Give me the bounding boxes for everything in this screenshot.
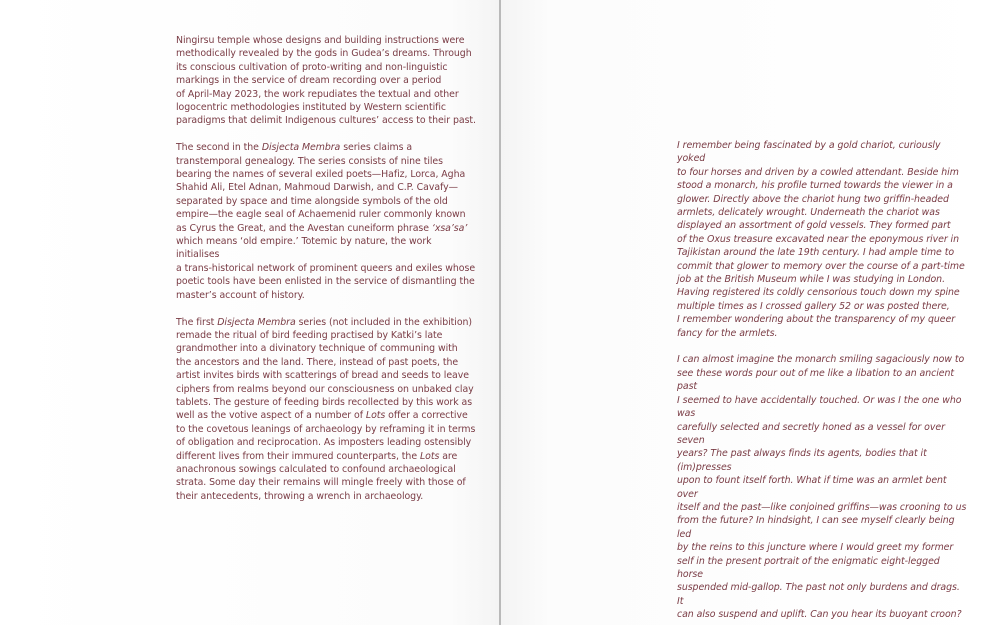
paragraph-gudea-dreams (176, 34, 476, 128)
paragraph-text: The second in the (176, 142, 262, 154)
series-title: Disjecta Membra (261, 142, 341, 154)
paragraph-text: series claims a transtemporal genealogy. The series consists of nine tiles bearing the names of several exiled poets—Hafiz, Lorca, Agha Shahid Ali, Etel Adnan, Mahmoud Darwish, and C.P. Cavafy— separated by space and time alongside symbols of the old empire—the eagle seal of Achaemenid ruler commonly known as Cyrus the Great, and the Avestan cuneiform phrase (176, 142, 466, 234)
paragraph-text: offer a corrective to the covetous leanings of archaeology by reframing it in terms of obligation and reciprocation. As imposters leading ostensibly different lives from their immured counterparts, the (176, 410, 476, 462)
series-title: Disjecta Membra (217, 316, 296, 328)
paragraph-text: series (not included in the exhibition) remade the ritual of bird feeding practised by Katki’s late grandmother into a divinatory technique of communing with the ancestors and the land. There, instead of past poets, the artist invites birds with scatterings of bread and seeds to leave ciphers from realms beyond our consciousness on unbaked clay tablets. The gesture of feeding birds recollected by this work as well as the votive aspect of a number of (176, 316, 474, 422)
work-title-lots: Lots (365, 410, 386, 422)
right-page (501, 0, 1000, 625)
cuneiform-phrase: ‘xsa’sa’ (431, 222, 468, 234)
paragraph-disjecta-membra-second (176, 141, 476, 302)
left-page (0, 0, 499, 625)
paragraph-text: The first (176, 316, 218, 328)
paragraph-text: are anachronous sowings calculated to confound archaeological strata. Some day their remains will mingle freely with those of their antecedents, throwing a wrench in archaeology. (176, 450, 466, 502)
left-page-text (176, 34, 476, 517)
right-page-text (677, 139, 967, 635)
work-title-lots: Lots (419, 450, 440, 462)
paragraph-monarch-smiling: I can almost imagine the monarch smiling sagaciously now to see these words pour out of me like a libation to an ancient past I seemed to have accidentally touched. Or was I the one who was carefully selected and secretly honed as a vessel for over seven years? The past always finds its agents, bodies that it (im)presses upon to fount itself forth. What if time was an armlet bent over itself and the past—like conjoined griffins—was crooning to us from the future? In hindsight, I can see myself clearly being led by the reins to this juncture where I would greet my former self in the present portrait of the enigmatic eight-legged horse suspended mid-gallop. The past not only burdens and drags. It can also suspend and uplift. Can you hear its buoyant croon? (677, 354, 967, 621)
paragraph-text: Ningirsu temple whose designs and building instructions were methodically revealed by the gods in Gudea’s dreams. Through its conscious cultivation of proto-writing and non-linguistic markings in the service of dream recording over a period of April-May 2023, the work repudiates the textual and other logocentric methodologies instituted by Western scientific paradigms that delimit Indigenous cultures’ access to their past. (176, 35, 476, 127)
paragraph-disjecta-membra-first (176, 316, 476, 504)
paragraph-text: which means ‘old empire.’ Totemic by nature, the work initialises a trans-historical network of prominent queers and exiles whose poetic tools have been enlisted in the service of dismantling the master’s account of history. (176, 236, 476, 301)
paragraph-gold-chariot: I remember being fascinated by a gold chariot, curiously yoked to four horses and driven by a cowled attendant. Beside him stood a monarch, his profile turned towards the viewer in a glower. Directly above the chariot hung two griffin-headed armlets, delicately wrought. Underneath the chariot was displayed an assortment of gold vessels. They formed part of the Oxus treasure excavated near the eponymous river in Tajikistan around the late 19th century. I had ample time to commit that glower to memory over the course of a part-time job at the British Museum while I was studying in London. Having registered its coldly censorious touch down my spine multiple times as I crossed gallery 52 or was posted there, I remember wondering about the transparency of my queer fancy for the armlets. (677, 140, 965, 339)
